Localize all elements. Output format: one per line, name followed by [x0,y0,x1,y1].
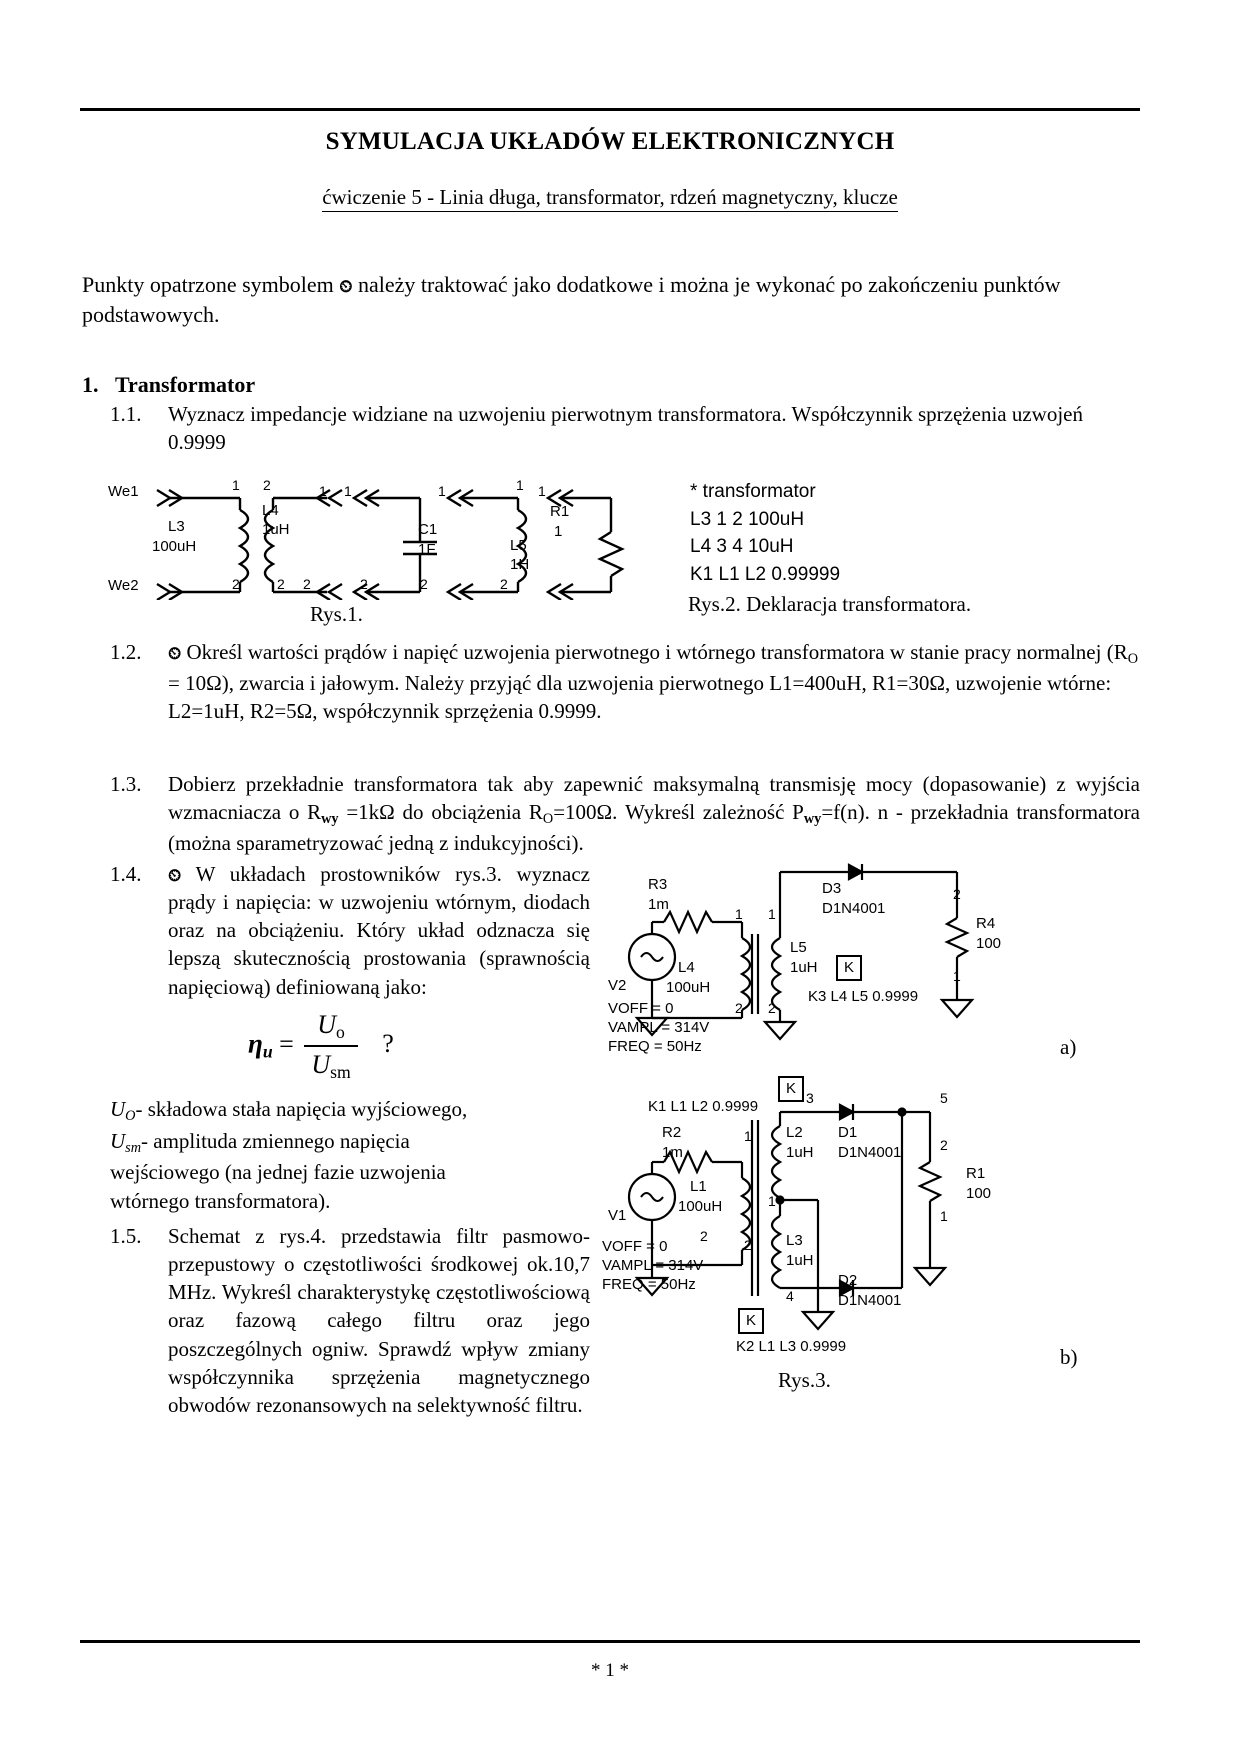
figure3a-node: 1 [735,906,743,922]
figure3a-node: 1 [953,968,961,984]
item-1-2-sub1: O [1127,650,1139,667]
figure1-pin: 2 [277,576,285,592]
figure3b-coupling-icon-bottom: K [738,1308,764,1334]
figure2-netlist [690,478,840,588]
formula-equals: = [279,1029,294,1059]
figure3a-freq: FREQ = 50Hz [608,1038,702,1055]
item-1-2-part2: = 10Ω), zwarcia i jałowym. Należy przyjąć dla uzwojenia pierwotnego L1=400uH, R1=30Ω, uzwojenie wtórne: L2=1uH, R2=5Ω, współczynnik sprzężenia 0.9999. [168,671,1112,724]
figure3a-node: 1 [768,906,776,922]
formula-numerator: $U_o$ [304,1010,357,1047]
figure3a-label-l4: L4 [678,959,695,976]
figure3b-node: 1 [744,1128,752,1144]
def-text-uo: - składowa stała napięcia wyjściowego, [135,1097,468,1121]
figure1-label-l4: L4 [262,502,279,519]
netlist-line-2: L4 3 4 10uH [690,536,794,558]
figure3a-label-r3: R3 [648,876,668,893]
figure1-label-r1: R1 [550,503,570,520]
formula-denominator: $U_{sm}$ [311,1049,351,1082]
figure1-pin: 1 [232,477,240,493]
figure1-pin: 1 [538,483,546,499]
item-1-3-sub3: wy [803,811,822,828]
formula-eta: η [248,1028,263,1059]
figure3b-node: 2 [940,1137,948,1153]
figure3b-node: 2 [744,1237,752,1253]
def-sub-usm: sm [125,1139,142,1156]
figure3b-label-d1: D1 [838,1124,858,1141]
list-item-1-1 [110,400,1140,456]
formula-question-mark: ? [382,1029,394,1059]
figure3a-vampl: VAMPL = 314V [608,1019,710,1036]
netlist-line-3: K1 L1 L2 0.99999 [690,563,841,585]
figure3b-coupling-top: K1 L1 L2 0.9999 [648,1098,759,1115]
def-symbol-usm: U [110,1128,126,1153]
item-label-1-4: 1.4. [110,862,142,886]
figure3b-node: 3 [806,1090,814,1106]
definition-line3: wejściowego (na jednej fazie uzwojenia [110,1160,446,1185]
figure1-terminal-we1: We1 [108,483,139,500]
figure1-pin: 2 [360,576,368,592]
figure1-caption: Rys.1. [310,602,363,626]
figure3b-voff: VOFF = 0 [602,1238,668,1255]
def-symbol-uo: U [110,1097,126,1121]
figure1-value-c1: 1F [418,541,436,558]
def-sub-uo: O [125,1107,136,1124]
figure3a-node: 2 [768,1000,776,1016]
figure3a-node: 2 [953,886,961,902]
figure3b-label-l2: L2 [786,1124,803,1141]
hourglass-icon: ⏲ [339,277,353,297]
figure3b-source-name: V1 [608,1207,627,1224]
item-text-1-2 [168,638,1140,725]
figure3b-value-d1: D1N4001 [838,1144,902,1161]
def-text-usm: - amplituda zmiennego napięcia [141,1128,410,1153]
netlist-line-1: L3 1 2 100uH [690,508,805,530]
figure3b-label-l1: L1 [690,1178,707,1195]
formula-fraction [304,1010,357,1083]
subtitle-text: ćwiczenie 5 - Linia długa, transformator, rdzeń magnetyczny, klucze [322,185,898,212]
figure3a-value-d3: D1N4001 [822,900,886,917]
item-1-3-part2: =1kΩ do obciążenia R [338,800,543,825]
figure1-pin: 2 [232,576,240,592]
figure1-pin: 2 [263,477,271,493]
figure1-pin: 2 [500,576,508,592]
item-text-1-1: Wyznacz impedancje widziane na uzwojeniu pierwotnym transformatora. Współczynnik sprzężenia uzwojeń 0.9999 [168,402,1083,455]
hourglass-icon: ⏲ [168,644,182,664]
figure1-value-r1: 1 [554,523,563,540]
figure3a-source-name: V2 [608,977,627,994]
item-label-1-1: 1.1. [110,402,142,426]
definition-usm [110,1127,600,1159]
figure1-value-l5: 1H [510,556,530,573]
figure3b-value-d2: D1N4001 [838,1292,902,1309]
item-label-1-2: 1.2. [110,640,142,664]
figure3a-value-l5: 1uH [790,959,818,976]
page-number: * 1 * [591,1660,629,1681]
netlist-line-0: * transformator [690,481,816,502]
page-subtitle [80,185,1140,210]
item-1-3-part3: =100Ω. Wykreśl zależność P [553,800,804,825]
formula-definitions [110,1095,600,1216]
item-1-3-part1: Dobierz przekładnie transformatora tak aby zapewnić maksymalną transmisję mocy (dopasowanie) z wyjścia wzmacniacza o R [168,772,1140,825]
list-item-1-5 [110,1222,590,1419]
figure3a-label-d3: D3 [822,880,842,897]
item-label-1-5: 1.5. [110,1224,142,1248]
figure3b-node: 5 [940,1090,948,1106]
figure-rys1 [95,470,655,600]
figure3a-label-l5: L5 [790,939,807,956]
figure3b-value-l2: 1uH [786,1144,814,1161]
formula-eta-sub: u [262,1041,273,1062]
figure3-caption: Rys.3. [778,1368,831,1392]
figure1-pin: 1 [319,483,327,499]
figure1-pin: 1 [516,477,524,493]
intro-paragraph [82,270,1140,329]
figure1-label-l5: L5 [510,537,527,554]
intro-text-a: Punkty opatrzone symbolem [82,272,334,297]
figure3b-label-r1: R1 [966,1165,986,1182]
figure3-label-a: a) [1060,1035,1077,1059]
section-1-heading [82,372,255,398]
figure1-label-l3: L3 [168,518,185,535]
definition-uo [110,1095,600,1127]
item-1-2-part1: Określ wartości prądów i napięć uzwojenia pierwotnego i wtórnego transformatora w stanie pracy normalnej (R [186,640,1128,664]
footer-rule [80,1640,1140,1643]
item-1-3-sub1: wy [321,811,339,828]
figure1-terminal-we2: We2 [108,577,139,594]
item-text-1-4 [168,860,590,1001]
figure3a-coupling-text: K3 L4 L5 0.9999 [808,988,919,1005]
figure3b-value-l1: 100uH [678,1198,723,1215]
figure1-pin: 1 [438,483,446,499]
item-1-4-text: W układach prostowników rys.3. wyznacz prądy i napięcia: w uzwojeniu wtórnym, diodach oraz na obciążeniu. Który układ odznacza się lepszą skutecznością prostowania (sprawnością napięciową) definiowaną jako: [168,862,590,999]
figure3b-label-r2: R2 [662,1124,682,1141]
figure3a-value-r4: 100 [976,935,1002,952]
figure3b-vampl: VAMPL = 314V [602,1257,704,1274]
intro-text-c: punktów podstawowych. [82,272,1061,327]
figure3a-label-r4: R4 [976,915,996,932]
figure3b-coupling-bottom: K2 L1 L3 0.9999 [736,1338,847,1355]
header-rule [80,108,1140,111]
figure3b-label-l3: L3 [786,1232,803,1249]
list-item-1-4 [110,860,590,1001]
list-item-1-2 [110,638,1140,725]
figure2-caption: Rys.2. Deklaracja transformatora. [688,592,972,616]
list-item-1-3 [110,770,1140,857]
figure3b-value-r2: 1m [662,1144,683,1161]
figure3a-value-l4: 100uH [666,979,711,996]
figure1-label-c1: C1 [418,521,438,538]
figure1-value-l3: 100uH [152,538,197,555]
item-text-1-5: Schemat z rys.4. przedstawia filtr pasmowo-przepustowy o częstotliwości środkowej ok.10,7 MHz. Wykreśl charakterystykę częstotliwościową oraz fazową całego filtru oraz jego poszczególnych ogniw. Sprawdź wpływ zmiany współczynnika sprzężenia magnetycznego obwodów rezonansowych na selektywność filtru. [168,1224,590,1417]
figure3b-value-l3: 1uH [786,1252,814,1269]
definition-line4: wtórnego transformatora). [110,1189,331,1214]
figure3b-value-r1: 100 [966,1185,992,1202]
item-label-1-3: 1.3. [110,772,142,796]
section-1-number: 1. [82,372,99,397]
figure3b-node: 4 [786,1288,794,1304]
item-text-1-3 [168,770,1140,857]
hourglass-icon: ⏲ [168,866,182,886]
figure3b-freq: FREQ = 50Hz [602,1276,696,1293]
section-1-title: Transformator [115,372,256,397]
figure3b-node: 1 [940,1208,948,1224]
figure1-pin: 1 [344,483,352,499]
figure3b-coupling-icon-top: K [778,1076,804,1102]
figure1-pin: 2 [303,576,311,592]
efficiency-formula [248,1010,394,1083]
figure3b-label-d2: D2 [838,1272,858,1289]
figure3a-node: 2 [735,1000,743,1016]
figure1-pin: 2 [420,576,428,592]
intro-text-b: należy traktować jako dodatkowe i można je wykonać po zakończeniu [358,272,979,297]
figure3-label-b: b) [1060,1345,1078,1369]
figure3a-voff: VOFF = 0 [608,1000,674,1017]
figure3a-coupling-icon: K [836,955,862,981]
item-1-3-sub2: O [542,811,554,828]
figure3a-value-r3: 1m [648,896,669,913]
figure1-value-l4: 1uH [262,521,290,538]
page-title: SYMULACJA UKŁADÓW ELEKTRONICZNYCH [325,128,895,155]
item-1-3-part4: =f(n). n - przekładnia transformatora (można sparametryzować jedną z indukcyjności). [168,800,1141,856]
figure3b-node: 2 [700,1228,708,1244]
figure3b-node: 1 [768,1193,776,1209]
